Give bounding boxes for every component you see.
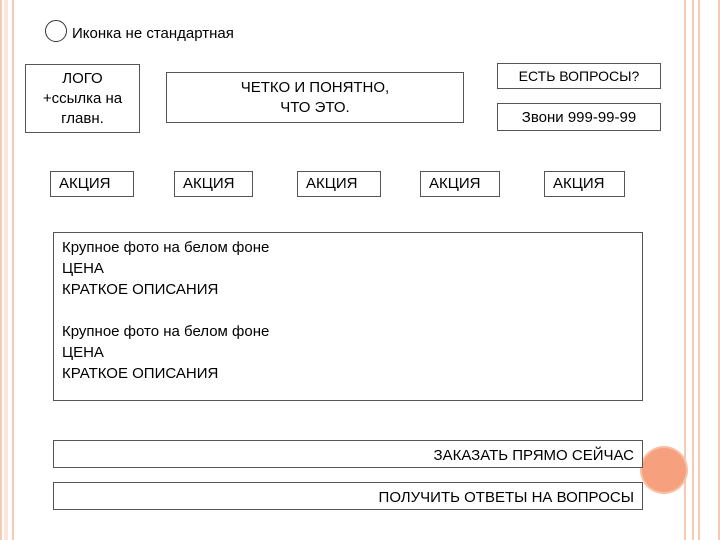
product-description: КРАТКОЕ ОПИСАНИЯ [62, 281, 219, 298]
icon-note: Иконка не стандартная [72, 25, 234, 42]
product-price: ЦЕНА [62, 260, 104, 277]
slide-frame-right [684, 0, 720, 540]
tagline-block [166, 72, 464, 123]
phone-button[interactable]: Звони 999-99-99 [497, 103, 661, 131]
promo-button[interactable]: АКЦИЯ [297, 171, 381, 197]
promo-button[interactable]: АКЦИЯ [544, 171, 625, 197]
logo-line: главн. [61, 109, 104, 127]
promo-button[interactable]: АКЦИЯ [50, 171, 134, 197]
product-photo-text: Крупное фото на белом фоне [62, 323, 270, 340]
product-photo-text: Крупное фото на белом фоне [62, 239, 270, 256]
logo-line: ЛОГО [62, 69, 103, 87]
slide-frame-left-stripe [4, 0, 8, 540]
product-description: КРАТКОЕ ОПИСАНИЯ [62, 365, 219, 382]
circle-icon [45, 20, 67, 42]
promo-button[interactable]: АКЦИЯ [174, 171, 253, 197]
product-list [53, 232, 643, 401]
accent-circle [642, 448, 686, 492]
slide-frame-right-stripe [692, 0, 700, 540]
order-now-button[interactable]: ЗАКАЗАТЬ ПРЯМО СЕЙЧАС [53, 440, 643, 468]
logo-block[interactable] [25, 64, 140, 133]
logo-line: +ссылка на [42, 89, 123, 107]
get-answers-button[interactable]: ПОЛУЧИТЬ ОТВЕТЫ НА ВОПРОСЫ [53, 482, 643, 510]
product-price: ЦЕНА [62, 344, 104, 361]
tagline-line: ЧЕТКО И ПОНЯТНО, [240, 78, 390, 96]
tagline-line: ЧТО ЭТО. [280, 98, 350, 116]
promo-button[interactable]: АКЦИЯ [420, 171, 500, 197]
questions-button[interactable]: ЕСТЬ ВОПРОСЫ? [497, 63, 661, 89]
